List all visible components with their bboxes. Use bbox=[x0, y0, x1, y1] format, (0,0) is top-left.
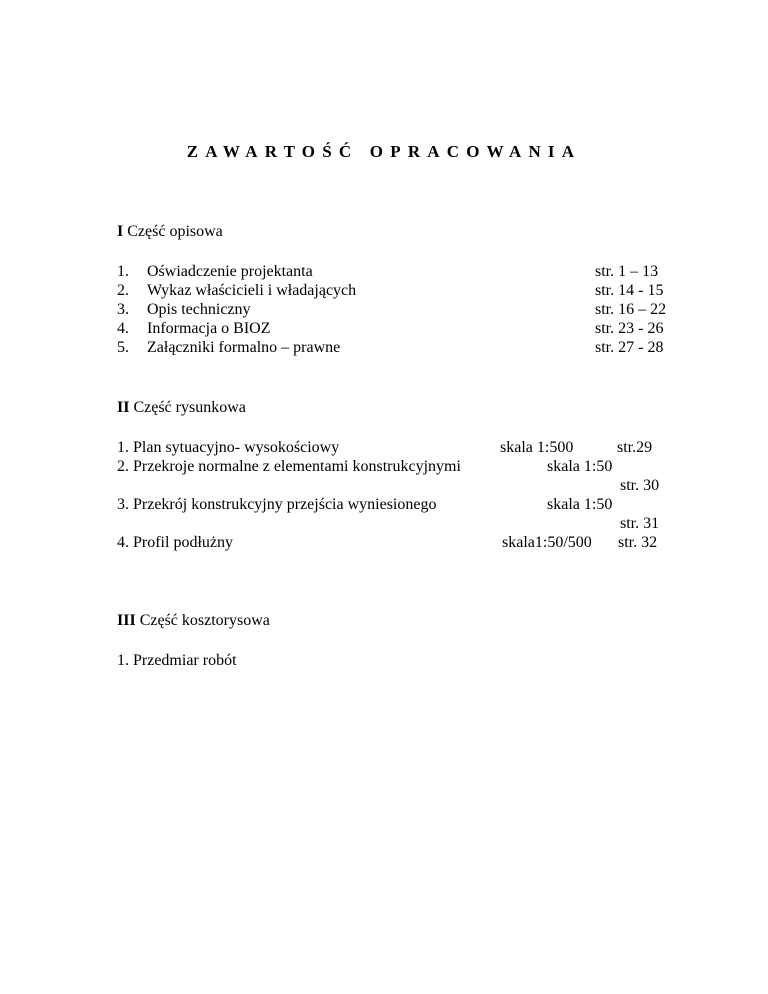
section-name: Część kosztorysowa bbox=[139, 612, 270, 629]
item-label: Informacja o BIOZ bbox=[147, 320, 271, 337]
item-label: Oświadczenie projektanta bbox=[147, 263, 313, 280]
item-number: 3. bbox=[117, 301, 129, 318]
drawing-scale: skala1:50/500 bbox=[502, 534, 592, 551]
section-numeral: I bbox=[117, 223, 124, 240]
item-label: Załączniki formalno – prawne bbox=[147, 339, 341, 356]
section-numeral: II bbox=[117, 399, 130, 416]
item-page: str. 1 – 13 bbox=[595, 263, 659, 280]
item-page: str. 23 - 26 bbox=[595, 320, 664, 337]
item-page: str. 27 - 28 bbox=[595, 339, 664, 356]
section-heading-opisowa bbox=[117, 222, 223, 241]
section-name: Część opisowa bbox=[127, 223, 223, 240]
section-name: Część rysunkowa bbox=[133, 399, 246, 416]
drawing-page: str. 30 bbox=[620, 477, 660, 494]
drawing-page: str. 32 bbox=[618, 534, 658, 551]
section-numeral: III bbox=[117, 612, 136, 629]
item-number: 2. bbox=[117, 282, 129, 299]
drawing-page: str.29 bbox=[617, 439, 653, 456]
item-page: str. 16 – 22 bbox=[595, 301, 667, 318]
list-item bbox=[117, 300, 672, 319]
item-page: str. 14 - 15 bbox=[595, 282, 664, 299]
drawing-label: 3. Przekrój konstrukcyjny przejścia wyniesionego bbox=[117, 496, 437, 513]
drawing-label: 1. Plan sytuacyjno- wysokościowy bbox=[117, 439, 340, 456]
list-item: 1. Przedmiar robót bbox=[117, 652, 237, 669]
section-heading-kosztorysowa bbox=[117, 611, 270, 630]
drawing-scale: skala 1:50 bbox=[547, 458, 613, 475]
item-label: Wykaz właścicieli i władających bbox=[147, 282, 357, 299]
document-title: ZAWARTOŚĆ OPRACOWANIA bbox=[186, 142, 582, 161]
list-item bbox=[117, 281, 672, 300]
drawing-label: 4. Profil podłużny bbox=[117, 534, 233, 551]
item-number: 5. bbox=[117, 339, 129, 356]
drawing-label: 2. Przekroje normalne z elementami konstrukcyjnymi bbox=[117, 458, 461, 475]
list-item bbox=[117, 338, 672, 357]
list-item bbox=[117, 262, 672, 281]
drawing-scale: skala 1:50 bbox=[547, 496, 613, 513]
item-number: 4. bbox=[117, 320, 129, 337]
drawing-scale: skala 1:500 bbox=[500, 439, 574, 456]
drawing-page: str. 31 bbox=[620, 515, 660, 532]
list-item bbox=[117, 319, 672, 338]
item-number: 1. bbox=[117, 263, 129, 280]
section-heading-rysunkowa bbox=[117, 398, 246, 417]
item-label: Opis techniczny bbox=[147, 301, 251, 318]
